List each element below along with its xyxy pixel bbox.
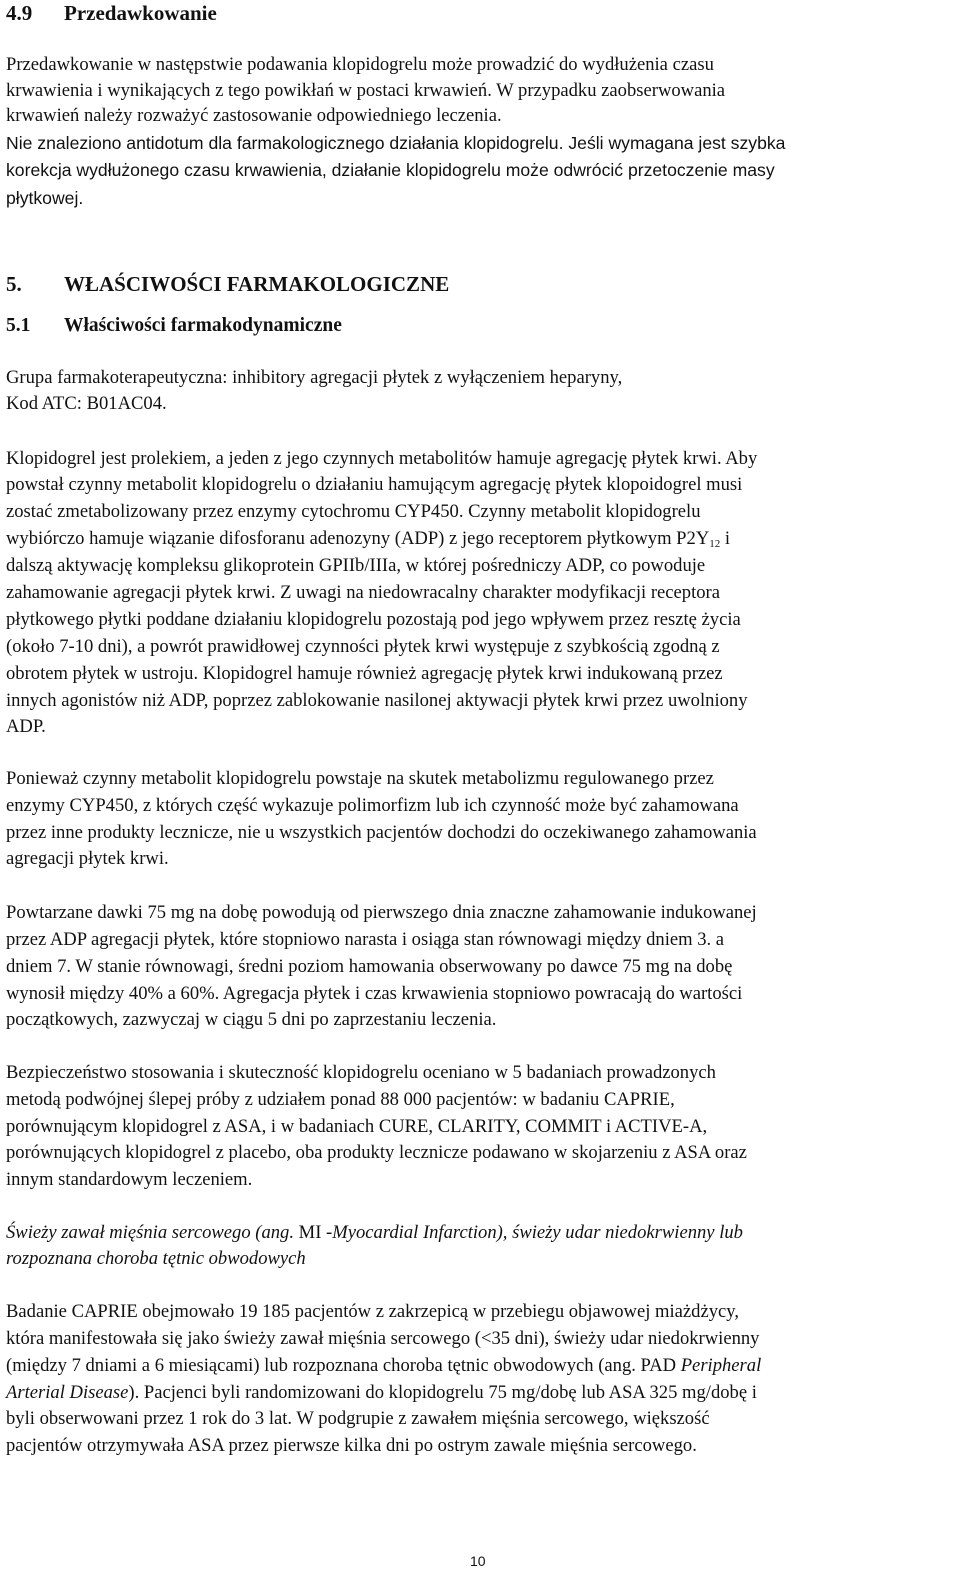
section-heading-5-1 — [6, 313, 342, 339]
paragraph-line: Grupa farmakoterapeutyczna: inhibitory agregacji płytek z wyłączeniem heparyny, — [6, 367, 623, 388]
text-segment: Myocardial Infarction), świeży udar niedokrwienny lub — [332, 1222, 743, 1243]
paragraph-line: korekcja wydłużonego czasu krwawienia, działanie klopidogrelu może odwrócić przetoczenie masy — [6, 160, 775, 180]
paragraph-line — [6, 526, 730, 552]
paragraph-line: początkowych, zazwyczaj w ciągu 5 dni po zaprzestaniu leczenia. — [6, 1009, 497, 1030]
paragraph-line: pacjentów otrzymywała ASA przez pierwsze kilka dni po ostrym zawale mięśnia sercowego. — [6, 1435, 697, 1456]
paragraph-line: dniem 7. W stanie równowagi, średni poziom hamowania obserwowany po dawce 75 mg na dobę — [6, 956, 733, 977]
paragraph-line: ADP. — [6, 716, 46, 737]
section-number: 5.1 — [6, 315, 31, 336]
paragraph-line: płytkowej. — [6, 188, 84, 208]
paragraph-line: Nie znaleziono antidotum dla farmakologicznego działania klopidogrelu. Jeśli wymagana jest szybka — [6, 133, 786, 153]
paragraph-line: krwawień należy rozważyć zastosowanie odpowiedniego leczenia. — [6, 105, 502, 126]
subscript: 12 — [709, 538, 721, 550]
paragraph-line: Przedawkowanie w następstwie podawania klopidogrelu może prowadzić do wydłużenia czasu — [6, 54, 714, 75]
paragraph-line: innym standardowym leczeniem. — [6, 1169, 253, 1190]
subheading — [6, 1220, 743, 1246]
paragraph-line: enzymy CYP450, z których część wykazuje polimorfizm lub ich czynność może być zahamowana — [6, 795, 739, 816]
text-segment: wybiórczo hamuje wiązanie difosforanu adenozyny (ADP) z jego receptorem płytkowym P2Y — [6, 528, 710, 549]
section-heading-4-9 — [6, 0, 217, 26]
paragraph-line: przez ADP agregacji płytek, które stopniowo narasta i osiąga stan równowagi między dniem 3. a — [6, 929, 725, 950]
paragraph-line: Badanie CAPRIE obejmowało 19 185 pacjentów z zakrzepicą w przebiegu objawowej miażdżycy, — [6, 1301, 739, 1322]
paragraph-line: porównującym klopidogrel z ASA, i w badaniach CURE, CLARITY, COMMIT i ACTIVE-A, — [6, 1116, 708, 1137]
paragraph-line: agregacji płytek krwi. — [6, 848, 169, 869]
text-segment: Arterial Disease — [6, 1382, 129, 1403]
text-segment: (między 7 dniami a 6 miesiącami) lub rozpoznana choroba tętnic obwodowych (ang. PAD — [6, 1355, 681, 1376]
paragraph-line: Klopidogrel jest prolekiem, a jeden z jego czynnych metabolitów hamuje agregację płytek krwi. Aby — [6, 448, 758, 469]
paragraph-line: metodą podwójnej ślepej próby z udziałem ponad 88 000 pacjentów: w badaniu CAPRIE, — [6, 1089, 675, 1110]
paragraph-line: płytkowego płytki poddane działaniu klopidogrelu pozostają pod jego wpływem przez resztę życia — [6, 609, 741, 630]
section-title: Właściwości farmakodynamiczne — [64, 315, 342, 336]
page-number: 10 — [470, 1553, 486, 1569]
subheading: rozpoznana choroba tętnic obwodowych — [6, 1248, 306, 1269]
paragraph-line: powstał czynny metabolit klopidogrelu o działaniu hamującym agregację płytek klopoidogrel musi — [6, 474, 743, 495]
paragraph-line — [6, 1353, 761, 1379]
paragraph-line: obrotem płytek w ustroju. Klopidogrel hamuje również agregację płytek krwi indukowaną przez — [6, 663, 723, 684]
paragraph-line: która manifestowała się jako świeży zawał mięśnia sercowego (<35 dni), świeży udar niedokrwienny — [6, 1328, 760, 1349]
paragraph-line: krwawienia i wynikających z tego powikłań w postaci krwawień. W przypadku zaobserwowania — [6, 80, 726, 101]
paragraph-line: Kod ATC: B01AC04. — [6, 393, 167, 414]
paragraph-line: wynosił między 40% a 60%. Agregacja płytek i czas krwawienia stopniowo powracają do wartości — [6, 983, 743, 1004]
section-number: 5. — [6, 272, 22, 296]
text-segment: Świeży zawał mięśnia sercowego (ang. — [6, 1222, 299, 1243]
paragraph-line — [6, 1380, 757, 1406]
text-segment: Peripheral — [680, 1355, 762, 1376]
text-segment: ). Pacjenci byli randomizowani do klopidogrelu 75 mg/dobę lub ASA 325 mg/dobę i — [128, 1382, 757, 1403]
paragraph-line: dalszą aktywację kompleksu glikoprotein GPIIb/IIIa, w której pośredniczy ADP, co powoduje — [6, 555, 706, 576]
paragraph-line: Bezpieczeństwo stosowania i skuteczność klopidogrelu oceniano w 5 badaniach prowadzonych — [6, 1062, 716, 1083]
text-segment: MI - — [298, 1222, 333, 1243]
paragraph-line: Ponieważ czynny metabolit klopidogrelu powstaje na skutek metabolizmu regulowanego przez — [6, 768, 714, 789]
paragraph-line: przez inne produkty lecznicze, nie u wszystkich pacjentów dochodzi do oczekiwanego zahamowania — [6, 822, 757, 843]
section-title: WŁAŚCIWOŚCI FARMAKOLOGICZNE — [64, 272, 450, 296]
paragraph-line: (około 7-10 dni), a powrót prawidłowej czynności płytek krwi występuje z szybkością zgodną z — [6, 636, 720, 657]
paragraph-line: zostać zmetabolizowany przez enzymy cytochromu CYP450. Czynny metabolit klopidogrelu — [6, 501, 701, 522]
paragraph-line: porównujących klopidogrel z placebo, oba produkty lecznicze podawano w skojarzeniu z ASA oraz — [6, 1142, 747, 1163]
section-title: Przedawkowanie — [64, 1, 217, 25]
section-number: 4.9 — [6, 1, 33, 25]
paragraph-line: Powtarzane dawki 75 mg na dobę powodują od pierwszego dnia znaczne zahamowanie indukowanej — [6, 902, 757, 923]
paragraph-line: byli obserwowani przez 1 rok do 3 lat. W podgrupie z zawałem mięśnia sercowego, większość — [6, 1408, 710, 1429]
text-segment: i — [720, 528, 731, 549]
paragraph-line: innych agonistów niż ADP, poprzez zablokowanie nasilonej aktywacji płytek krwi przez uwolniony — [6, 690, 748, 711]
section-heading-5 — [6, 271, 450, 297]
paragraph-line: zahamowanie agregacji płytek krwi. Z uwagi na niedowracalny charakter modyfikacji receptora — [6, 582, 720, 603]
